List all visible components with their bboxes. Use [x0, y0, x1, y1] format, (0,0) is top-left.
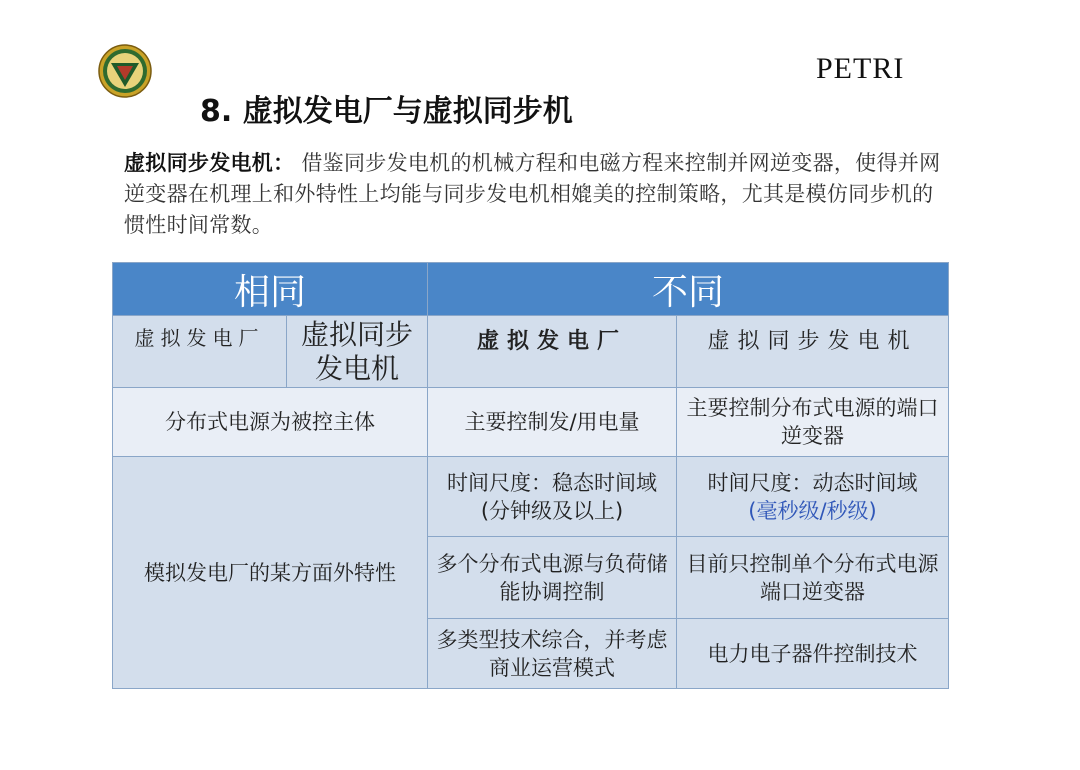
intro-text: 借鉴同步发电机的机械方程和电磁方程来控制并网逆变器，使得并网逆变器在机理上和外特性上均能与同步发电机相媲美的控制策略，尤其是模仿同步机的惯性时间常数。 — [124, 151, 941, 237]
comparison-table — [112, 262, 949, 689]
header-same: 相同 — [113, 263, 428, 316]
intro-paragraph — [124, 148, 944, 241]
brand-name: PETRI — [816, 52, 905, 85]
row2-a-vsg — [677, 457, 949, 537]
row1-same: 分布式电源为被控主体 — [113, 388, 428, 457]
table-row — [113, 388, 949, 457]
row1-vpp: 主要控制发/用电量 — [428, 388, 677, 457]
sub-vsg: 虚拟同步发电机 — [677, 316, 949, 388]
row1-vsg: 主要控制分布式电源的端口逆变器 — [677, 388, 949, 457]
row2-c-vpp: 多类型技术综合，并考虑商业运营模式 — [428, 619, 677, 689]
table-row — [113, 457, 949, 537]
row2-a-vpp: 时间尺度：稳态时间域(分钟级及以上) — [428, 457, 677, 537]
row2-c-vsg: 电力电子器件控制技术 — [677, 619, 949, 689]
sub-vpp-small: 虚拟发电厂 — [113, 316, 287, 388]
row2-same: 模拟发电厂的某方面外特性 — [113, 457, 428, 689]
sub-vpp-bold: 虚拟发电厂 — [428, 316, 677, 388]
table-subheader-row — [113, 316, 949, 388]
table-header-row — [113, 263, 949, 316]
row2-b-vpp: 多个分布式电源与负荷储能协调控制 — [428, 537, 677, 619]
header-diff: 不同 — [428, 263, 949, 316]
row2-a-vsg-text: 时间尺度：动态时间域 — [707, 470, 918, 495]
row2-b-vsg: 目前只控制单个分布式电源端口逆变器 — [677, 537, 949, 619]
intro-term: 虚拟同步发电机： — [124, 151, 295, 175]
sub-vsg-big: 虚拟同步发电机 — [287, 316, 428, 388]
page-title: 8. 虚拟发电厂与虚拟同步机 — [200, 94, 573, 129]
institution-seal-icon — [98, 44, 152, 98]
row2-a-vsg-scale: (毫秒级/秒级) — [748, 498, 877, 523]
